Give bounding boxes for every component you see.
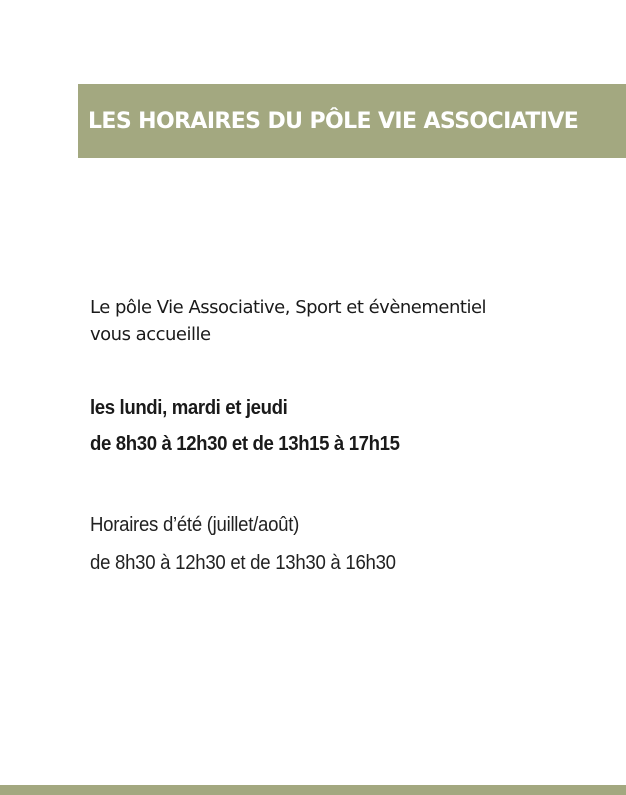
page-title: LES HORAIRES DU PÔLE VIE ASSOCIATIVE <box>88 108 579 134</box>
summer-hours-times: de 8h30 à 12h30 et de 13h30 à 16h30 <box>90 552 396 574</box>
summer-hours-label: Horaires d’été (juillet/août) <box>90 514 300 536</box>
intro-text <box>90 294 590 348</box>
regular-hours-times: de 8h30 à 12h30 et de 13h15 à 17h15 <box>90 433 400 455</box>
title-banner <box>78 84 626 158</box>
regular-hours-days: les lundi, mardi et jeudi <box>90 397 288 419</box>
intro-line-1: Le pôle Vie Associative, Sport et évènementiel <box>90 297 487 318</box>
regular-hours <box>90 390 610 462</box>
summer-hours <box>90 506 610 582</box>
intro-line-2: vous accueille <box>90 324 211 345</box>
footer-divider <box>0 785 626 795</box>
